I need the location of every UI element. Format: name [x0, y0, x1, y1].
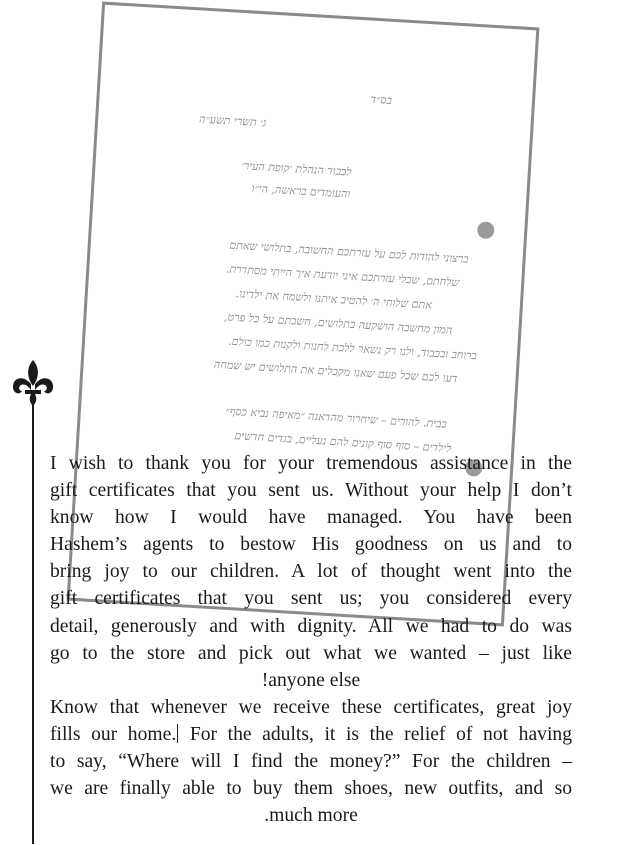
- letter-address-line-1: לכבוד הנהלת ׳קופת העיר׳: [240, 159, 352, 179]
- message-line: I wish to thank you for your tremendous assistance in the: [50, 453, 572, 474]
- message-fragment: For the adults, it is the relief of not having: [179, 723, 572, 745]
- message-line: gift certificates that you sent us. Without your help I don’t: [50, 480, 572, 502]
- message-line: [50, 721, 572, 748]
- letter-corner-mark: בס״ד: [370, 92, 393, 107]
- message-line: gift certificates that you sent us; you considered every: [50, 588, 572, 610]
- letter-address-line-2: והעומדים בראשה, הי״ו: [251, 181, 351, 201]
- letter-body-line: שלחתם, שבלי עזרתכם איני יודעת איך הייתי מסתדרת.: [225, 262, 460, 290]
- letter-body-line: בבית. להורים – שיחרור מהדאגה ״מאיפה נביא כסף״: [225, 404, 448, 431]
- message-line: Know that whenever we receive these certificates, great joy: [50, 696, 572, 718]
- letter-body-line: ברוחב ובכבוד, ולנו רק נשאר ללכת לחנות ולקנות כמו כולם.: [227, 334, 478, 363]
- message-line: go to the store and pick out what we wanted – just like: [50, 642, 572, 664]
- message-line: bring joy to our children. A lot of thought went into the: [50, 561, 572, 583]
- message-line: !anyone else: [261, 669, 361, 691]
- message-line: detail, generously and with dignity. All we had to do was: [50, 615, 572, 637]
- letter-body-line: דעו לכם שכל פעם שאנו מקבלים את התלושים יש שמחה: [213, 357, 458, 386]
- letter-body-line: המון מחשבה הושקעה בתלושים, חשבתם על כל פרט,: [223, 310, 453, 337]
- message-fragment: fills our home.: [50, 723, 177, 745]
- message-line: .much more: [264, 805, 358, 827]
- letter-date: ג׳ תשרי תשע״ה: [198, 112, 267, 130]
- thank-you-message: [50, 450, 572, 829]
- message-paragraph-1: [50, 450, 572, 694]
- message-line: to say, “Where will I find the money?” For the children –: [50, 751, 572, 773]
- letter-body-line: לילדים – סוף סוף קונים להם נעליים, בגדים חדשים: [234, 429, 452, 456]
- letter-body-line: ברצוני להודות לכם על עזרתכם החשובה, בתלושי שאתם: [228, 238, 469, 266]
- letter-body-line: אתם שלוחי ה׳ להטיב איתנו ולשמח את ילדינו.: [235, 286, 433, 312]
- message-line: know how I would have managed. You have been: [50, 507, 572, 529]
- message-paragraph-2: [50, 694, 572, 829]
- message-line: we are finally able to buy them shoes, new outfits, and so: [50, 778, 572, 800]
- message-line: Hashem’s agents to bestow His goodness on us and to: [50, 534, 572, 556]
